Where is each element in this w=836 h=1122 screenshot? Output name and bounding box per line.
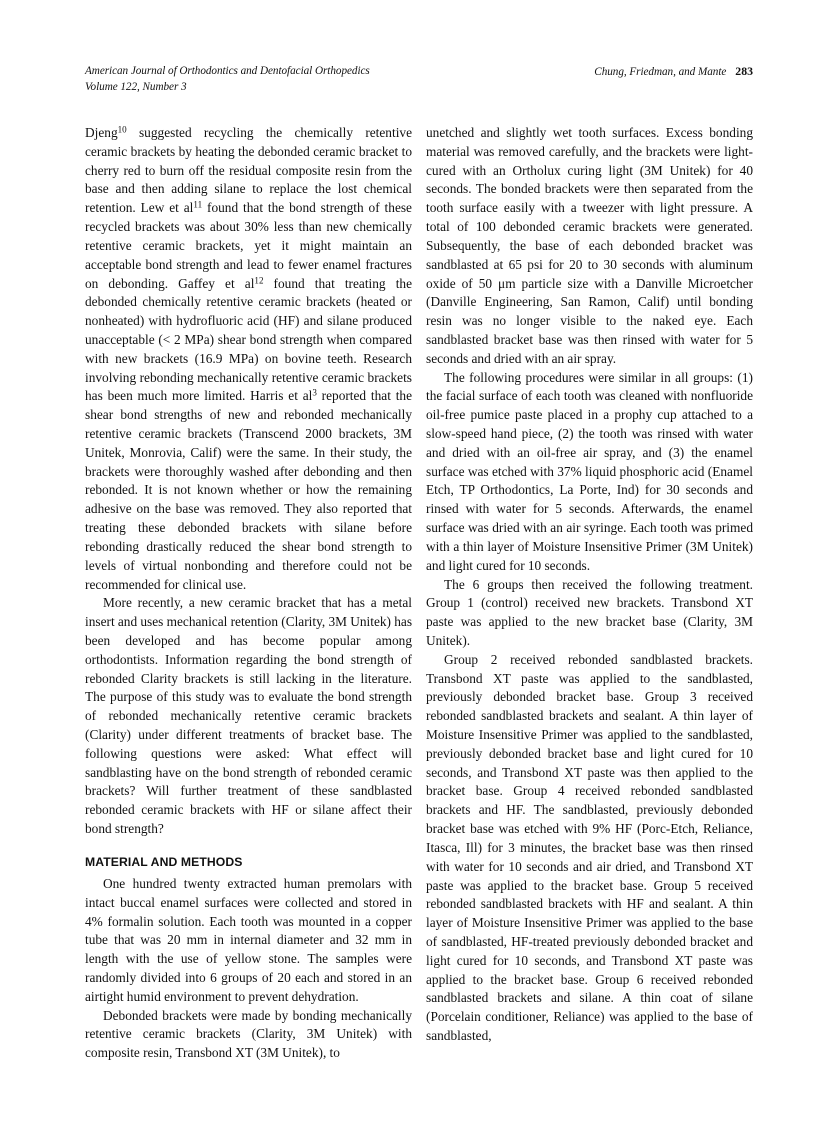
volume-issue: Volume 122, Number 3: [85, 80, 187, 93]
author-names: Chung, Friedman, and Mante: [594, 66, 727, 78]
reference-superscript: 3: [312, 387, 317, 398]
paragraph: More recently, a new ceramic bracket that has a metal insert and uses mechanical retention (Clarity, 3M Unitek) has been developed and has become popular among orthodontists. Information regarding the bond strength of rebonded Clarity brackets is still lacking in the literature. The purpose of this study was to evaluate the bond strength of rebonded mechanically retentive ceramic brackets (Clarity) under different treatments of bracket base. The following questions were asked: What effect will sandblasting have on the bond strength of rebonded ceramic brackets? Will further treatment of these sandblasted rebonded ceramic brackets with HF or silane affect their bond strength?: [85, 595, 413, 837]
reference-superscript: 12: [254, 274, 264, 285]
journal-title: American Journal of Orthodontics and Dentofacial Orthopedics: [85, 65, 370, 77]
left-paragraphs-after-heading: [85, 875, 412, 1063]
column-left: [85, 124, 412, 1063]
page-number: 283: [735, 64, 753, 78]
paragraph: Debonded brackets were made by bonding mechanically retentive ceramic brackets (Clarity, 3M Unitek) with composite resin, Transbond XT (3M Unitek), to: [85, 1007, 412, 1061]
paragraph: unetched and slightly wet tooth surfaces. Excess bonding material was removed carefully, and the brackets were light-cured with an Ortholux curing light (3M Unitek) for 40 seconds. The bonded brackets were then separated from the tooth surface easily with a tweezer with light pressure. A total of 100 debonded ceramic brackets were generated. Subsequently, the base of each debonded bracket was sandblasted at 65 psi for 20 to 30 seconds with aluminum oxide of 50 μm particle size with a Danville Microetcher (Danville Engineering, San Ramon, Calif) until bonding resin was no longer visible to the naked eye. Each sandblasted bracket base was then rinsed with water for 5 seconds and dried with an air spray.: [426, 125, 753, 366]
section-heading-material-and-methods: MATERIAL AND METHODS: [85, 854, 243, 869]
paragraph: One hundred twenty extracted human premolars with intact buccal enamel surfaces were collected and stored in 4% formalin solution. Each tooth was mounted in a copper tube that was 20 mm in internal diameter and 32 mm in length with the use of yellow stone. The samples were randomly divided into 6 groups of 20 each and stored in an airtight humid environment to prevent dehydration.: [85, 875, 412, 1004]
paragraph: Group 2 received rebonded sandblasted brackets. Transbond XT paste was applied to the sandblasted, previously debonded bracket base. Group 3 received rebonded sandblasted brackets and sealant. A thin layer of Moisture Insensitive Primer was applied to the sandblasted, previously debonded bracket base and light cured for 10 seconds, and Transbond XT paste was then applied to the bracket base. Group 4 received rebonded sandblasted brackets and HF. The sandblasted, previously debonded bracket base was etched with 9% HF (Porc-Etch, Reliance, Itasca, Ill) for 3 minutes, the bracket base was then rinsed with water for 10 seconds and air dried, and Transbond XT paste was applied to the bracket base. Group 5 received rebonded sandblasted brackets with HF and sealant. A thin layer of Moisture Insensitive Primer was applied to the base of sandblasted, HF-treated previously debonded bracket and light cured for 10 seconds, and Transbond XT paste was applied to the bracket base. Group 6 received rebonded sandblasted brackets and silane. A thin coat of silane (Porcelain conditioner, Reliance) was applied to the base of sandblasted,: [426, 651, 753, 1043]
running-head-left: [85, 64, 370, 95]
paragraph: The following procedures were similar in all groups: (1) the facial surface of each tooth was cleaned with nonfluoride oil-free pumice paste placed in a prophy cup attached to a slow-speed hand piece, (2) the tooth was rinsed with water and dried with an oil-free air spray, and (3) the enamel surface was etched with 37% liquid phosphoric acid (Enamel Etch, TP Orthodontics, La Porte, Ind) for 30 seconds and rinsed with water for 5 seconds. Afterwards, the enamel surface was dried with an air syringe. Each tooth was primed with a thin layer of Moisture Insensitive Primer (3M Unitek) and light cured for 10 seconds.: [426, 369, 753, 573]
running-head-right: [594, 64, 753, 81]
paragraph: The 6 groups then received the following treatment. Group 1 (control) received new brackets. Transbond XT paste was applied to the new bracket base (Clarity, 3M Unitek).: [426, 576, 753, 648]
paragraph: Djeng$^{10}$ suggested recycling the chemically retentive ceramic brackets by heating the debonded ceramic bracket to cherry red to burn off the residual composite resin from the base and then adding silane to replace the lost chemical retention. Lew et $al^{11}$ found that the bond strength of these recycled brackets was about 30% less than new chemically retentive ceramic brackets, yet it might maintain an acceptable bond strength and lead to fewer enamel fractures on debonding. Gaffey et $al^{12}$ found that treating the debonded chemically retentive ceramic brackets (heated or nonheated) with hydrofluoric acid (HF) and silane produced unacceptable (< 2 MPa) shear bond strength when compared with new brackets (16.9 MPa) on bovine teeth. Research involving rebonding mechanically retentive ceramic brackets has been much more limited. Harris et $al^3$ reported that the shear bond strengths of new and rebonded mechanically retentive ceramic brackets (Transcend 2000 brackets, 3M Unitek, Monrovia, Calif) were the same. In their study, the brackets were thoroughly washed after debonding and then rebonded. It is not known whether or how the remaining adhesive on the base was removed. They also reported that treating these debonded brackets with silane before rebonding drastically reduced the shear bond strength to levels of virtual nonbonding and therefore could not be recommended for clinical use.: [85, 124, 412, 592]
column-right: [426, 124, 753, 1046]
reference-superscript: 10: [117, 124, 127, 135]
reference-superscript: 11: [193, 199, 203, 210]
right-paragraphs: [426, 124, 753, 1046]
left-paragraphs-before-heading: [85, 124, 412, 839]
running-head: [85, 64, 753, 98]
